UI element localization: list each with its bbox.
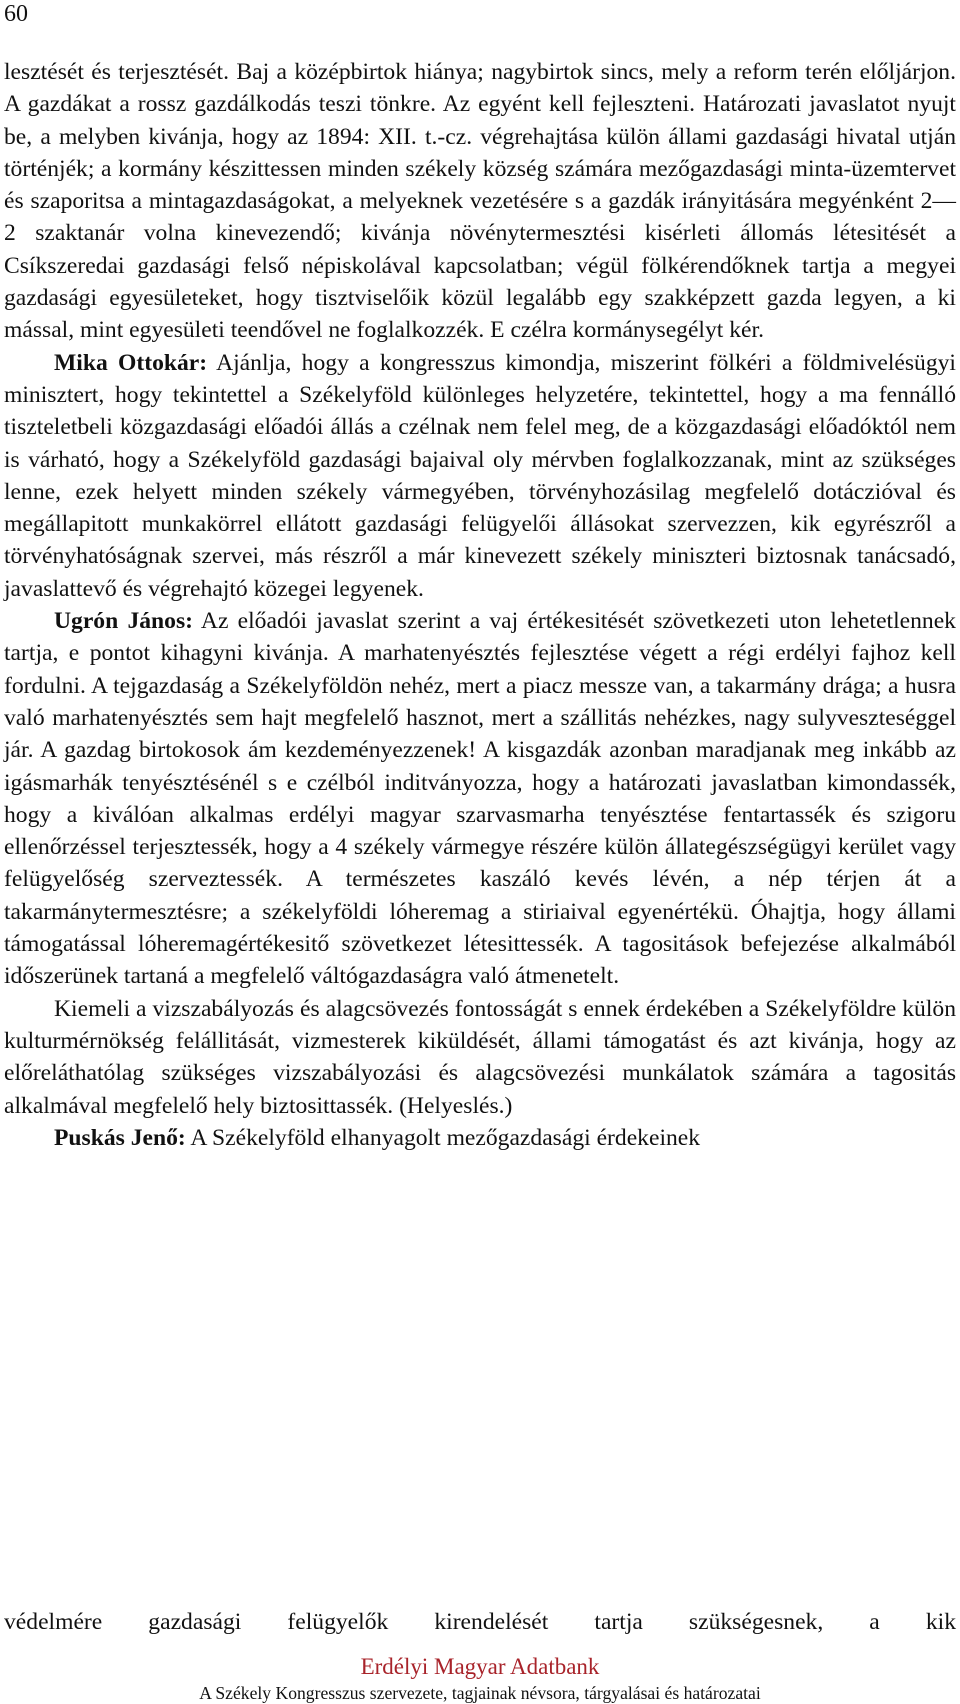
paragraph-2 [4,347,956,605]
paragraph-text: lesztését és terjesztését. Baj a középbirtok hiánya; nagybirtok sincs, mely a reform terén előljárjon. A gazdákat a rossz gazdálkodás teszi tönkre. Az egyént kell fejleszteni. Határozati javaslatot nyujt be, a melyben kivánja, hogy az 1894: XII. t.-cz. végrehajtása külön állami gazdasági hivatal utján történjék; a kormány készittessen minden székely község számára mezőgazdasági minta-üzemtervet és szaporitsa a mintagazdaságokat, a melyeknek vezetésére s a gazdák irányitására megyénként 2—2 szaktanár volna kinevezendő; kivánja növénytermesztési kisérleti állomás létesitését a Csíkszeredai gazdasági felső népiskolával kapcsolatban; végül fölkérendőknek tartja a megyei gazdasági egyesületeket, hogy tisztviselőik közül legalább egy szakképzett gazda legyen, a ki mással, mint egyesületi teendővel ne foglalkozzék. E czélra kormánysegélyt kér. [4,59,956,344]
page-number: 60 [4,1,28,27]
paragraph-text: Az előadói javaslat szerint a vaj értékesitését szövetkezeti uton lehetetlennek tartja, e pontot kihagyni kivánja. A marhatenyésztés fejlesztése végett a régi erdélyi fajhoz kell fordulni. A tejgazdaság a Székelyföldön nehéz, mert a piacz messze van, a takarmány drága; a husra való marhatenyésztés sem hajt megfelelő hasznot, mert a szállitás nehézkes, nagy sulyveszteséggel jár. A gazdag birtokosok ám kezdeményezzenek! A kisgazdák azonban maradjanak meg inkább az igásmarhák tenyésztésénél s e czélból inditványozza, hogy a határozati javaslatban kimondassék, hogy a kiválóan alkalmas erdélyi magyar szarvasmarha tenyésztése fentartassék és szigoru ellenőrzéssel terjesztessék, hogy a 4 székely vármegye részére külön állategészségügyi kerület vagy felügyelőség szerveztessék. A természetes kaszáló kevés lévén, a nép térjen át a takarmánytermesztésre; a székelyföldi lóheremag a stiriaival egyenértékü. Óhajtja, hogy állami támogatással lóheremagértékesitő szövetkezet létesittessék. A tagositások befejezése alkalmából időszerünek tartaná a megfelelő váltógazdaságra való átmenetelt. [4,608,956,990]
paragraph-text: Kiemeli a vizszabályozás és alagcsövezés fontosságát s ennek érdekében a Székelyföldre külön kulturmérnökség felállitását, vizmesterek kiküldését, állami támogatást és azt kivánja, hogy az előreláthatólag szükséges vizszabályozási és alagcsövezési munkálatok számára a tagositás alkalmával megfelelő hely biztosittassék. (Helyeslés.) [4,995,956,1119]
speaker-name: Ugrón János: [54,608,193,635]
paragraph-5 [4,1122,956,1154]
body-text [4,56,956,1154]
paragraph-text: A Székelyföld elhanyagolt mezőgazdasági érdekeinek [190,1124,701,1151]
continuation-line: védelmére gazdasági felügyelők kirendelését tartja szükségesnek, a kik [4,1609,956,1635]
paragraph-4 [4,993,956,1122]
paragraph-3 [4,605,956,993]
footer-subtitle: A Székely Kongresszus szervezete, tagjainak névsora, tárgyalásai és határozatai [199,1683,761,1703]
footer-brand-link[interactable]: Erdélyi Magyar Adatbank [360,1654,600,1679]
speaker-name: Mika Ottokár: [54,349,208,376]
paragraph-text: Ajánlja, hogy a kongresszus kimondja, miszerint fölkéri a földmivelésügyi minisztert, hogy tekintettel a Székelyföld különleges helyzetére, tekintettel, hogy a ma fennálló tiszteletbeli közgazdasági előadói állás a czélnak nem felel meg, de a közgazdasági előadóktól nem is várható, hogy a Székelyföld gazdasági bajaival oly mérvben foglalkozzanak, mint az szükséges lenne, ezek helyett minden székely vármegyében, törvényhozásilag megfelelő dotáczióval és megállapitott munkakörrel ellátott gazdasági felügyelői állásokat szervezzen, kik egyrészről a törvényhatóságnak szervei, más részről a már kinevezett székely miniszteri biztosnak tanácsadó, javaslattevő és végrehajtó közegei legyenek. [4,349,956,602]
speaker-name: Puskás Jenő: [54,1124,186,1151]
paragraph-1 [4,56,956,347]
